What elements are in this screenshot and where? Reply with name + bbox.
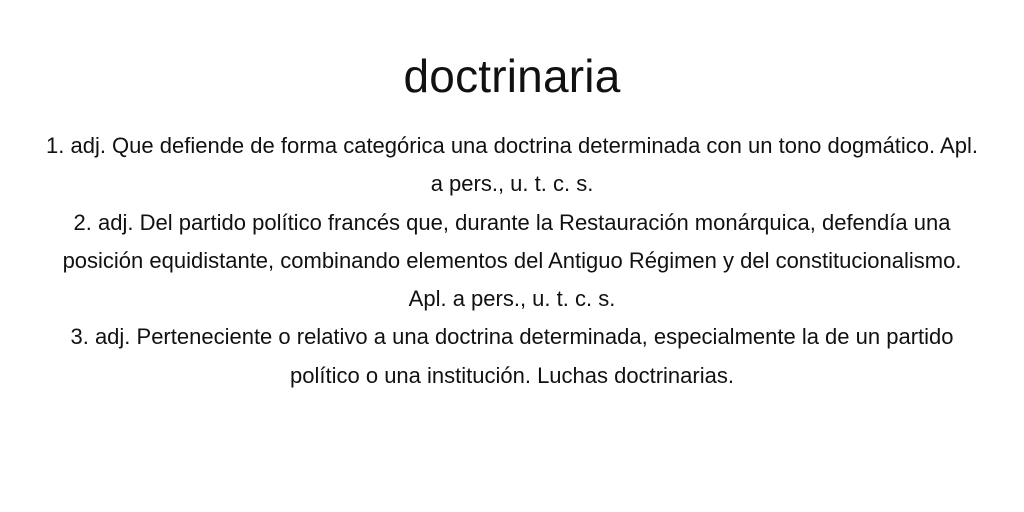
headword: doctrinaria xyxy=(403,50,621,102)
definition-2: 2. adj. Del partido político francés que, durante la Restauración monárquica, defendía una posición equidistante, combinando elementos del Antiguo Régimen y del constitucionalismo. Apl. a pers., u. t. c. s. xyxy=(62,209,962,312)
definition-list xyxy=(42,127,982,395)
definition-1: 1. adj. Que defiende de forma categórica una doctrina determinada con un tono dogmático. Apl. a pers., u. t. c. s. xyxy=(46,133,978,197)
definition-3: 3. adj. Perteneciente o relativo a una doctrina determinada, especialmente la de un partido político o una institución. Luchas doctrinarias. xyxy=(70,324,954,388)
